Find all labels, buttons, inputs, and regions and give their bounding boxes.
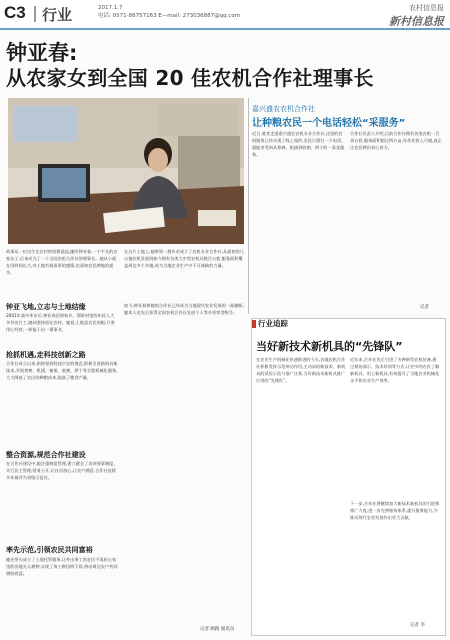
tracking-paragraph-2: 近年来,合作社先后引进了多种新型农机装备,通过现场演示、技术培训等方式,让更多的农民了解新机具、用上新机具,有效提升了当地农业机械化水平和农业生产效率。 — [350, 357, 440, 383]
subheading-1: 钟亚飞地,立志与土地结缘 — [6, 303, 86, 311]
tracking-paragraph-3: 下一步,合作社将继续加大新技术新机具的引进和推广力度,进一步完善服务体系,提升服务能力,为推动现代农业发展作出更大贡献。 — [350, 501, 440, 520]
article-paragraph-1: 故事从一位出生在农村的姑娘说起,她叫钟亚春,一个平凡的农家女子,后来成为了一个全国农机合作社的理事长。她从小就在田野间长大,对土地有着深厚的感情,也深知农民种地的艰辛。 — [6, 249, 118, 275]
brand-logo: 新村信息报 — [389, 15, 444, 28]
subheading-3: 整合资源,规范合作社建设 — [6, 451, 86, 459]
header-rule — [0, 28, 450, 30]
subheading-2: 抢抓机遇,走科技创新之路 — [6, 351, 86, 359]
section-marker-icon — [252, 320, 256, 328]
tracking-author: 记者 李 — [410, 623, 425, 628]
side-article-paragraph-2: 合作社负责人介绍,目前合作社拥有各类农机一百余台套,服务面积超过两万亩,年作业收入可观,真正让农民种田省心省力。 — [350, 131, 442, 150]
masthead-brand — [389, 3, 444, 29]
tracking-title: 当好新技术新机具的“先锋队” — [256, 340, 403, 353]
brand-small: 农村信息报 — [409, 4, 444, 12]
article-paragraph-3: 2001年高中毕业后,钟亚春回到家乡。那时村里的年轻人大多外出打工,她却坚持留在农村。她说,土地是农民的根,只要用心经营,一样能干出一番事业。 — [6, 313, 115, 332]
issue-date: 2017.1.7 — [98, 5, 123, 11]
article-paragraph-7: 如今,钟亚春和她的合作社已经成为当地现代农业发展的一面旗帜,她本人也先后获得全国农机合作社先进个人等多项荣誉称号。 — [124, 303, 244, 315]
section-name: 行业 — [42, 6, 73, 24]
header-divider — [34, 6, 36, 22]
article-author: 记者 顾路 通讯员 — [200, 627, 235, 632]
photo-scene — [8, 98, 244, 244]
article-photo — [8, 98, 244, 244]
header-meta — [98, 4, 278, 20]
side-article-title: 让种粮农民一个电话轻松“采服务” — [252, 118, 406, 129]
side-article-kicker: 嘉兴盛农农机合作社 — [252, 105, 315, 113]
article-paragraph-5: 在合作社建设中,她注重制度管理,建立健全了各项规章制度,实行民主管理,财务公开,让社员放心,让农户满意,合作社连续多年被评为省级示范社。 — [6, 461, 117, 480]
article-paragraph-2: 在这片土地上,她带领一群乡亲成立了农机专业合作社,从最初的几台拖拉机发展到如今拥有各类大中型农机具数百台套,服务面积覆盖周边多个乡镇,成为当地农业生产中不可或缺的力量。 — [124, 249, 244, 268]
side-article-paragraph-1: 近日,笔者走进嘉兴盛农农机专业合作社,这里的农机服务已经实现了线上预约,农民只需打一个电话,就能享受到从育秧、机插到收割、烘干的一条龙服务。 — [252, 131, 345, 157]
section-number: C3 — [4, 3, 26, 22]
column-divider — [248, 98, 249, 314]
article-headline: 从农家女到全国 20 佳农机合作社理事长 — [6, 66, 374, 90]
article-kicker: 钟亚春: — [6, 41, 78, 65]
article-paragraph-4: 合作社成立以来,始终坚持科技兴农的理念,积极引进新机具新技术,开展育秧、机插、植保、收割、烘干等全程机械化服务,大大降低了农民的种粮成本,提高了粮食产量。 — [6, 361, 118, 380]
tracking-tag: 行业追踪 — [258, 319, 288, 328]
page-header — [0, 0, 450, 30]
contact-info: 电话: 0571-86757163 E—mail: 273036887@qq.com — [98, 13, 241, 19]
tracking-paragraph-1: 在农业生产机械化快速推进的今天,各地农机合作社积极发挥示范带动作用,主动承担新技术、新机具的试验示范与推广任务,当好新技术新机具推广应用的“先锋队”。 — [256, 357, 346, 383]
article-paragraph-6: 她还带头成立了土地托管服务,让外出务工的农民不再担心家里的田地无人耕种,实现了务工种田两不误,带动周边农户共同增收致富。 — [6, 557, 118, 576]
subheading-4: 率先示范,引领农民共同富裕 — [6, 546, 93, 554]
side-article-author: 记者 — [420, 305, 429, 310]
